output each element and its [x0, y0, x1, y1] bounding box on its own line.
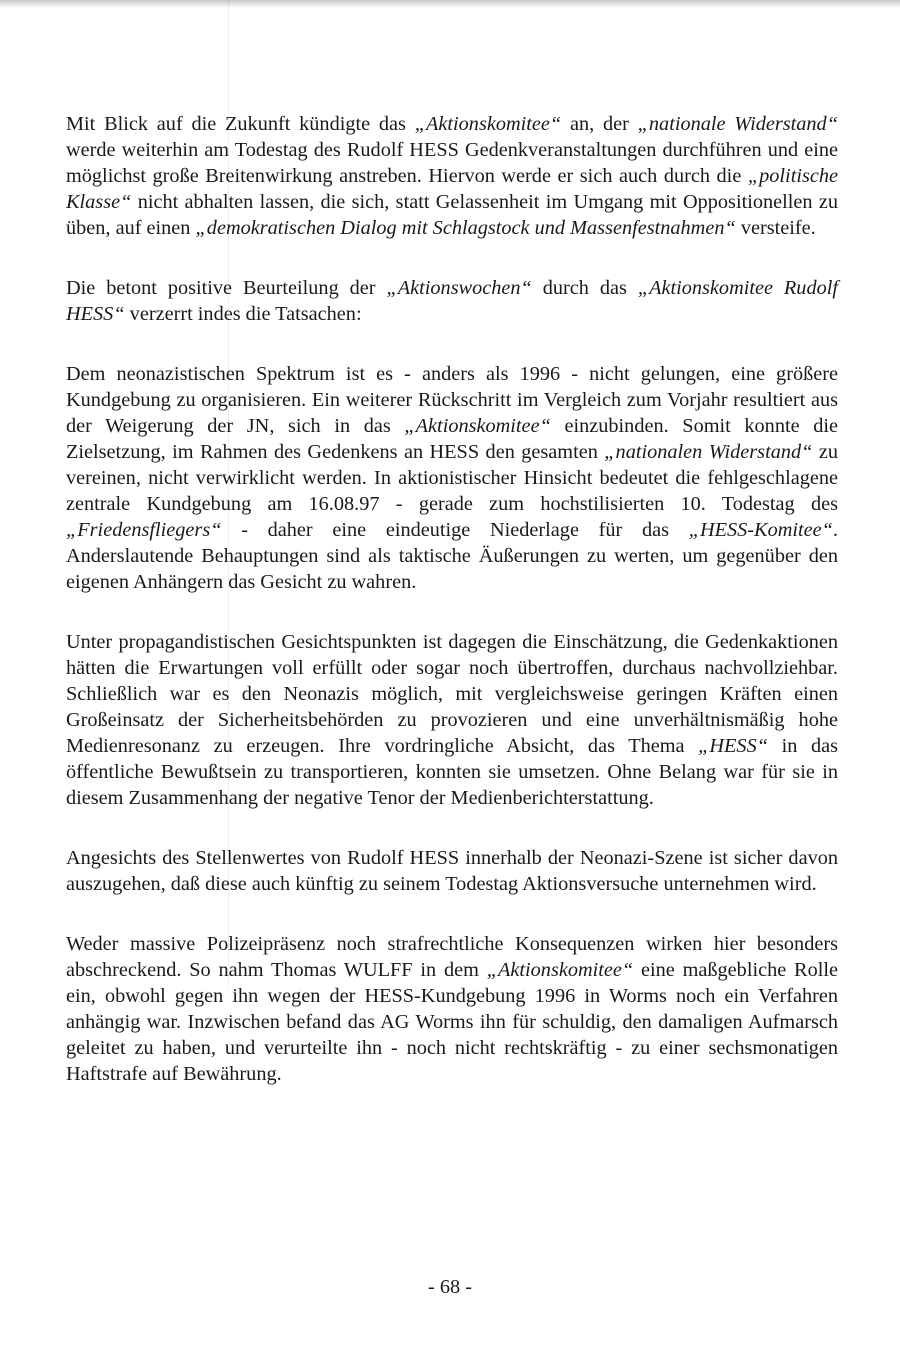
paragraph [66, 931, 838, 1087]
body-text: durch das [531, 277, 638, 299]
document-body [66, 111, 838, 1121]
emphasized-text: „HESS“ [698, 735, 768, 757]
emphasized-text: „Aktionswochen“ [386, 277, 532, 299]
body-text: Unter propagandistischen Gesichtspunkten ist dagegen die Einschätzung, die Gedenkaktionen hätten die Erwartungen voll erfüllt oder sogar noch übertroffen, durchaus nachvollziehbar. Schließlich war es den Neonazis möglich, mit vergleichsweise geringen Kräften einen Großeinsatz der Sicherheitsbehörden zu provozieren und eine unverhältnismäßig hohe Medienresonanz zu erzeugen. Ihre vordringliche Absicht, das Thema [66, 631, 838, 757]
body-text: nicht abhalten lassen, die sich, statt Gelassenheit im Umgang mit Oppositionellen zu üben, auf einen [66, 191, 838, 239]
paragraph [66, 629, 838, 811]
body-text: Mit Blick auf die Zukunft kündigte das [66, 113, 415, 135]
body-text: versteife. [735, 217, 816, 239]
paragraph [66, 111, 838, 241]
paragraph [66, 845, 838, 897]
body-text: an, der [561, 113, 638, 135]
emphasized-text: „Aktionskomitee“ [404, 415, 551, 437]
body-text: Angesichts des Stellenwertes von Rudolf HESS innerhalb der Neonazi-Szene ist sicher davon auszugehen, daß diese auch künftig zu seinem Todestag Aktionsversuche unternehmen wird. [66, 847, 838, 895]
body-text: einzubinden. Somit konnte die Zielsetzung, im Rahmen des Gedenkens an HESS den gesamten [66, 415, 838, 463]
body-text: . Anderslautende Behauptungen sind als taktische Äußerungen zu werten, um gegenüber den eigenen Anhängern das Gesicht zu wahren. [66, 519, 838, 593]
page-number: - 68 - [428, 1276, 472, 1298]
body-text: eine maßgebliche Rolle ein, obwohl gegen ihn wegen der HESS-Kundgebung 1996 in Worms noch ein Verfahren anhängig war. Inzwischen befand das AG Worms ihn für schuldig, den damaligen Aufmarsch geleitet zu haben, und verurteilte ihn - noch nicht rechtskräftig - zu einer sechsmonatigen Haftstrafe auf Bewährung. [66, 959, 838, 1085]
body-text: Die betont positive Beurteilung der [66, 277, 387, 299]
emphasized-text: „Aktionskomitee Rudolf HESS“ [66, 277, 838, 325]
emphasized-text: „Aktionskomitee“ [414, 113, 562, 135]
body-text: - daher eine eindeutige Niederlage für das [221, 519, 689, 541]
emphasized-text: „nationalen Widerstand“ [604, 441, 813, 463]
body-text: Dem neonazistischen Spektrum ist es - anders als 1996 - nicht gelungen, eine größere Kundgebung zu organisieren. Ein weiterer Rückschritt im Vergleich zum Vorjahr resultiert aus der Weigerung der JN, sich in das [66, 363, 838, 437]
emphasized-text: „politische Klasse“ [66, 165, 838, 213]
emphasized-text: „demokratischen Dialog mit Schlagstock und Massenfestnahmen“ [195, 217, 736, 239]
emphasized-text: „nationale Widerstand“ [637, 113, 838, 135]
body-text: verzerrt indes die Tatsachen: [124, 303, 362, 325]
body-text: zu vereinen, nicht verwirklicht werden. In aktionistischer Hinsicht bedeutet die fehlgeschlagene zentrale Kundgebung am 16.08.97 - gerade zum hochstilisierten 10. Todestag des [66, 441, 838, 515]
page-top-edge [0, 0, 900, 8]
body-text: werde weiterhin am Todestag des Rudolf HESS Gedenkveranstaltungen durchführen und eine möglichst große Breitenwirkung anstreben. Hiervon werde er sich auch durch die [66, 139, 838, 187]
emphasized-text: „Aktionskomitee“ [486, 959, 634, 981]
paragraph [66, 361, 838, 595]
body-text: in das öffentliche Bewußtsein zu transportieren, konnten sie umsetzen. Ohne Belang war für sie in diesem Zusammenhang der negative Tenor der Medienberichterstattung. [66, 735, 838, 809]
emphasized-text: „HESS-Komitee“ [688, 519, 833, 541]
paragraph [66, 275, 838, 327]
body-text: Weder massive Polizeipräsenz noch strafrechtliche Konsequenzen wirken hier besonders abschreckend. So nahm Thomas WULFF in dem [66, 933, 838, 981]
emphasized-text: „Friedensfliegers“ [66, 519, 222, 541]
